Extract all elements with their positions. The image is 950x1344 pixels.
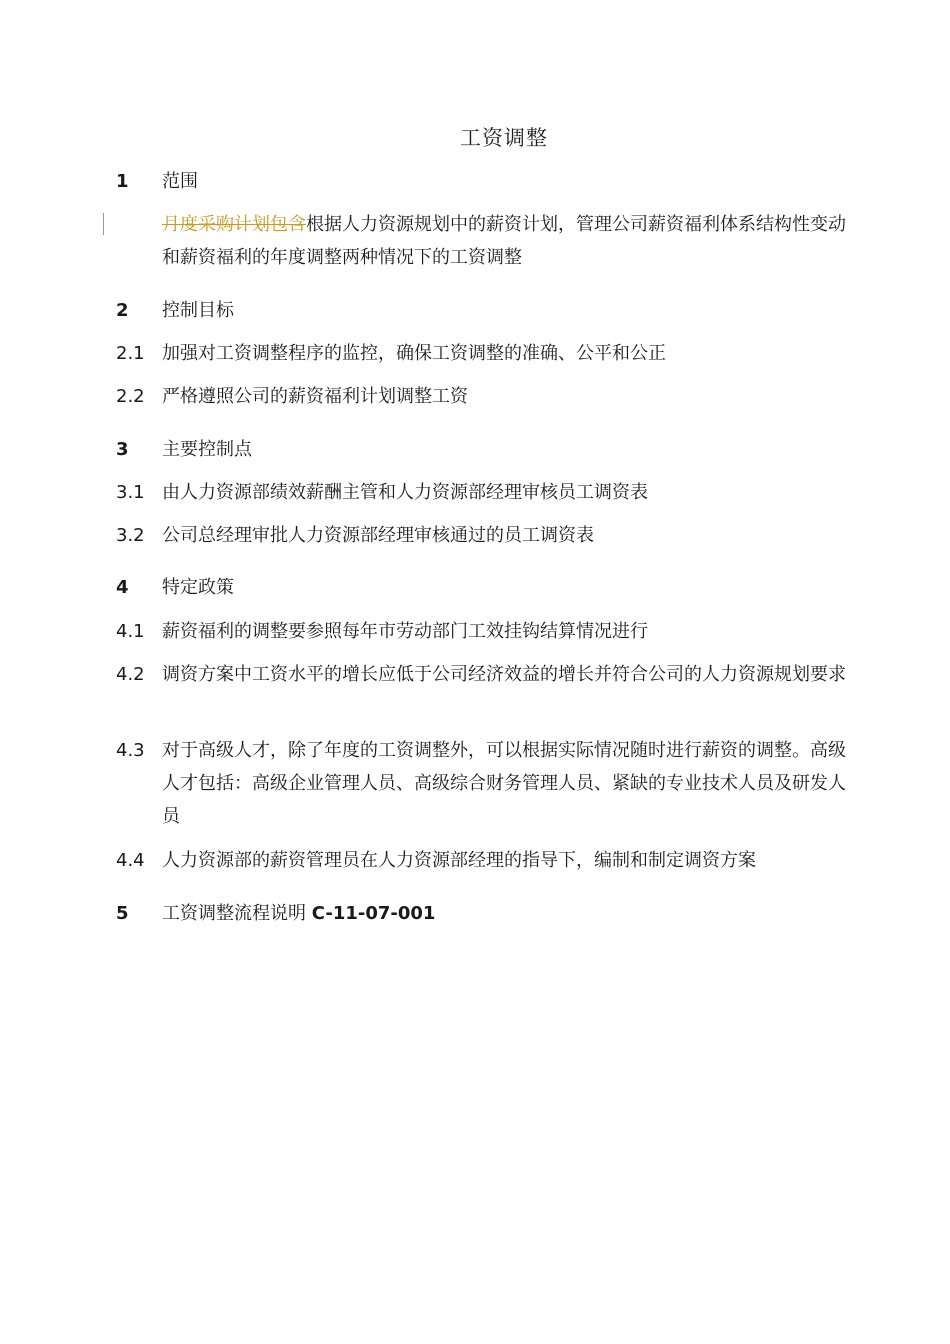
item-text: 加强对工资调整程序的监控，确保工资调整的准确、公平和公正 [162, 343, 666, 364]
document-code: C-11-07-001 [311, 903, 436, 924]
item-text: 由人力资源部绩效薪酬主管和人力资源部经理审核员工调资表 [162, 482, 648, 503]
item-text: 严格遵照公司的薪资福利计划调整工资 [162, 386, 468, 407]
section-number: 2 [116, 300, 129, 321]
document-title: 工资调整 [460, 126, 548, 150]
item-number: 2.2 [116, 386, 145, 407]
item-text: 调资方案中工资水平的增长应低于公司经济效益的增长并符合公司的人力资源规划要求 [162, 664, 846, 685]
item-number: 4.2 [116, 664, 145, 685]
section-number: 5 [116, 903, 129, 924]
section-title [162, 897, 862, 930]
item-number: 3.1 [116, 482, 145, 503]
tracked-deletion: 月度采购计划包含 [162, 214, 306, 235]
item-number: 4.3 [116, 740, 145, 761]
section-title: 范围 [162, 171, 198, 192]
item-text: 公司总经理审批人力资源部经理审核通过的员工调资表 [162, 525, 594, 546]
section-number: 3 [116, 439, 129, 460]
item-number: 4.4 [116, 850, 145, 871]
section-number: 1 [116, 171, 129, 192]
item-number: 4.1 [116, 621, 145, 642]
item-text: 人力资源部的薪资管理员在人力资源部经理的指导下，编制和制定调资方案 [162, 850, 756, 871]
revision-change-bar [103, 213, 104, 235]
section-title: 主要控制点 [162, 439, 252, 460]
item-number: 3.2 [116, 525, 145, 546]
item-number: 2.1 [116, 343, 145, 364]
section-title-text: 工资调整流程说明 [162, 903, 306, 924]
paragraph-text [162, 208, 862, 274]
section-title: 特定政策 [162, 577, 234, 598]
section-number: 4 [116, 577, 129, 598]
section-title: 控制目标 [162, 300, 234, 321]
item-text: 对于高级人才，除了年度的工资调整外，可以根据实际情况随时进行薪资的调整。高级人才包括：高级企业管理人员、高级综合财务管理人员、紧缺的专业技术人员及研发人员 [162, 740, 846, 827]
paragraph-body: 根据人力资源规划中的薪资计划，管理公司薪资福利体系结构性变动和薪资福利的年度调整两种情况下的工资调整 [162, 214, 846, 268]
item-text: 薪资福利的调整要参照每年市劳动部门工效挂钩结算情况进行 [162, 621, 648, 642]
